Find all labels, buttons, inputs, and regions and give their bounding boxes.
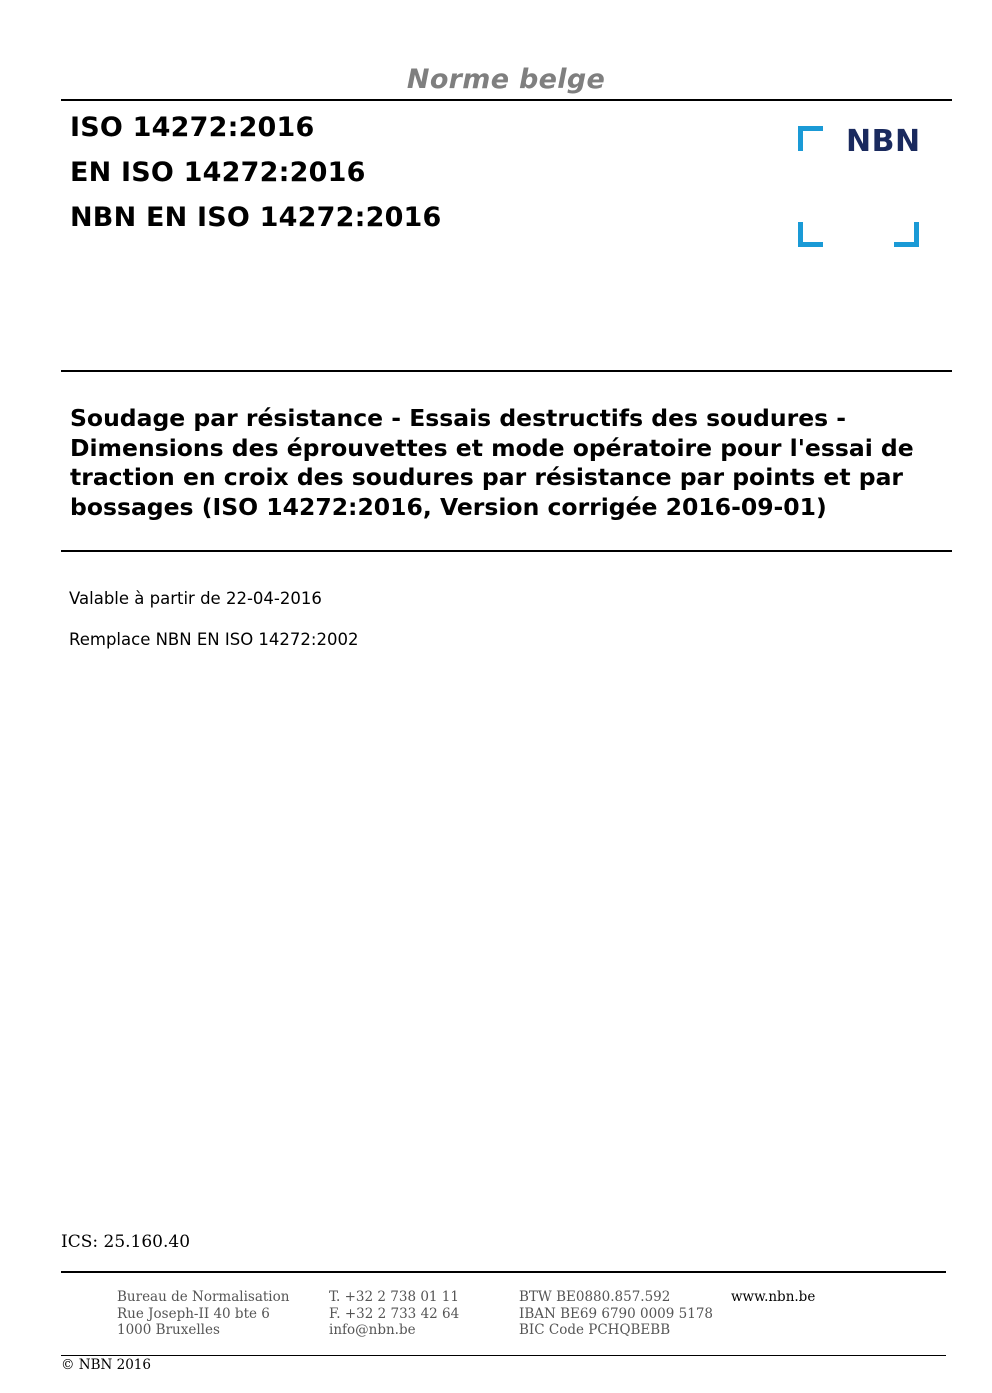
website-link[interactable]: www.nbn.be <box>731 1289 816 1305</box>
document-title <box>70 404 930 522</box>
copyright: © NBN 2016 <box>61 1357 151 1373</box>
header-divider <box>61 99 952 101</box>
iban: IBAN BE69 6790 0009 5178 <box>519 1305 714 1322</box>
replaces-standard: Remplace NBN EN ISO 14272:2002 <box>69 630 359 649</box>
logo-bracket-top-left <box>798 126 823 151</box>
email-link[interactable]: info@nbn.be <box>329 1322 416 1338</box>
address-line: 1000 Bruxelles <box>117 1322 220 1338</box>
standard-iso: ISO 14272:2016 <box>70 112 315 143</box>
logo-bracket-bottom-right <box>894 222 919 247</box>
address-line: Bureau de Normalisation <box>117 1289 290 1305</box>
logo-text: NBN <box>846 124 921 159</box>
footer-top-divider <box>61 1271 946 1273</box>
title-top-divider <box>61 370 952 372</box>
title-bottom-divider <box>61 550 952 552</box>
footer-bank <box>519 1289 713 1339</box>
standard-en-iso: EN ISO 14272:2016 <box>70 157 366 188</box>
bic: BIC Code PCHQBEBB <box>519 1322 671 1338</box>
phone: T. +32 2 738 01 11 <box>329 1289 459 1305</box>
document-type-header: Norme belge <box>406 64 606 95</box>
standard-nbn-en-iso: NBN EN ISO 14272:2016 <box>70 202 442 233</box>
footer-address <box>117 1289 289 1339</box>
footer-bottom-divider <box>61 1355 946 1356</box>
ics-code: ICS: 25.160.40 <box>61 1232 191 1252</box>
fax: F. +32 2 733 42 64 <box>329 1305 460 1322</box>
title-line: Dimensions des éprouvettes et mode opératoire pour l'essai de <box>70 433 914 462</box>
footer-contact <box>329 1289 459 1339</box>
validity-date: Valable à partir de 22-04-2016 <box>69 589 322 608</box>
nbn-logo <box>796 124 922 248</box>
address-line: Rue Joseph-II 40 bte 6 <box>117 1305 270 1322</box>
logo-bracket-bottom-left <box>798 222 823 247</box>
footer-website <box>731 1289 815 1306</box>
title-line: Soudage par résistance - Essais destructifs des soudures - <box>70 404 847 432</box>
title-line: bossages (ISO 14272:2016, Version corrigée 2016-09-01) <box>70 492 827 521</box>
title-line: traction en croix des soudures par résistance par points et par <box>70 463 904 491</box>
vat-number: BTW BE0880.857.592 <box>519 1289 671 1305</box>
